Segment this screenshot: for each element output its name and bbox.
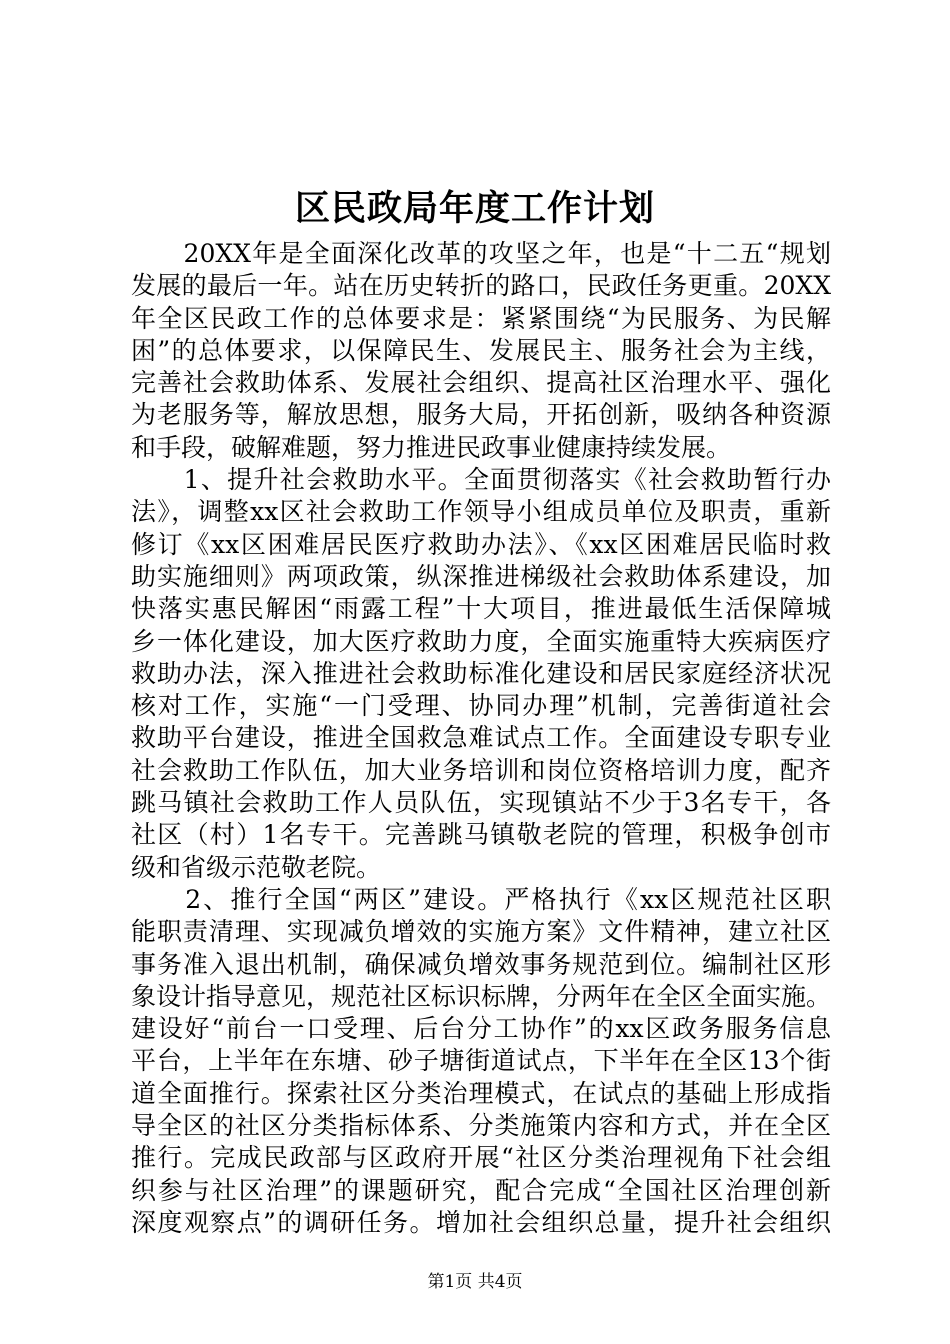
text-line: 和手段，破解难题，努力推进民政事业健康持续发展。: [131, 432, 732, 462]
text-line: 年全区民政工作的总体要求是：紧紧围绕“为民服务、为民解: [131, 303, 831, 333]
text-line: 救助平台建设，推进全国救急难试点工作。全面建设专职专业: [131, 723, 831, 753]
text-line: 困”的总体要求，以保障民生、发展民主、服务社会为主线，: [131, 335, 831, 365]
text-line: 跳马镇社会救助工作人员队伍，实现镇站不少于3名专干，各: [131, 788, 831, 818]
text-line: 核对工作，实施“一门受理、协同办理”机制，完善街道社会: [131, 691, 831, 721]
text-line: 修订《xx区困难居民医疗救助办法》、《xx区困难居民临时救: [131, 529, 831, 559]
document-title: 区民政局年度工作计划: [294, 188, 655, 229]
text-line: 乡一体化建设，加大医疗救助力度，全面实施重特大疾病医疗: [131, 626, 831, 656]
text-line: 道全面推行。探索社区分类治理模式，在试点的基础上形成指: [131, 1078, 831, 1108]
text-line: 助实施细则》两项政策，纵深推进梯级社会救助体系建设，加: [131, 561, 831, 591]
text-line: 快落实惠民解困“雨露工程”十大项目，推进最低生活保障城: [131, 594, 831, 624]
text-line: 社会救助工作队伍，加大业务培训和岗位资格培训力度，配齐: [131, 755, 831, 785]
text-line: 救助办法，深入推进社会救助标准化建设和居民家庭经济状况: [131, 658, 831, 688]
text-line: 能职责清理、实现减负增效的实施方案》文件精神，建立社区: [131, 917, 831, 947]
text-line: 推行。完成民政部与区政府开展“社区分类治理视角下社会组: [131, 1143, 831, 1173]
text-line: 织参与社区治理”的课题研究，配合完成“全国社区治理创新: [131, 1175, 831, 1205]
text-line: 20XX年是全面深化改革的攻坚之年，也是“十二五“规划: [131, 239, 831, 268]
text-line: 法》，调整xx区社会救助工作领导小组成员单位及职责，重新: [131, 497, 831, 527]
text-line: 平台，上半年在东塘、砂子塘街道试点，下半年在全区13个街: [131, 1046, 831, 1076]
text-line: 级和省级示范敬老院。: [131, 852, 382, 882]
text-line: 象设计指导意见，规范社区标识标牌，分两年在全区全面实施。: [131, 981, 832, 1011]
text-line: 建设好“前台一口受理、后台分工协作”的xx区政务服务信息: [131, 1014, 831, 1044]
text-line: 导全区的社区分类指标体系、分类施策内容和方式，并在全区: [131, 1111, 831, 1141]
text-line: 事务准入退出机制，确保减负增效事务规范到位。编制社区形: [131, 949, 831, 979]
page-footer: 第1页 共4页: [427, 1272, 523, 1292]
text-line: 发展的最后一年。站在历史转折的路口，民政任务更重。20XX: [131, 271, 831, 301]
text-line: 深度观察点”的调研任务。增加社会组织总量，提升社会组织: [131, 1207, 831, 1237]
document-body: [131, 238, 831, 1239]
text-line: 1、提升社会救助水平。全面贯彻落实《社会救助暂行办: [131, 465, 831, 495]
text-line: 为老服务等，解放思想，服务大局，开拓创新，吸纳各种资源: [131, 400, 831, 430]
text-line: 完善社会救助体系、发展社会组织、提高社区治理水平、强化: [131, 368, 831, 398]
text-line: 社区（村）1名专干。完善跳马镇敬老院的管理，积极争创市: [131, 820, 831, 850]
text-line: 2、推行全国“两区”建设。严格执行《xx区规范社区职: [131, 884, 831, 914]
